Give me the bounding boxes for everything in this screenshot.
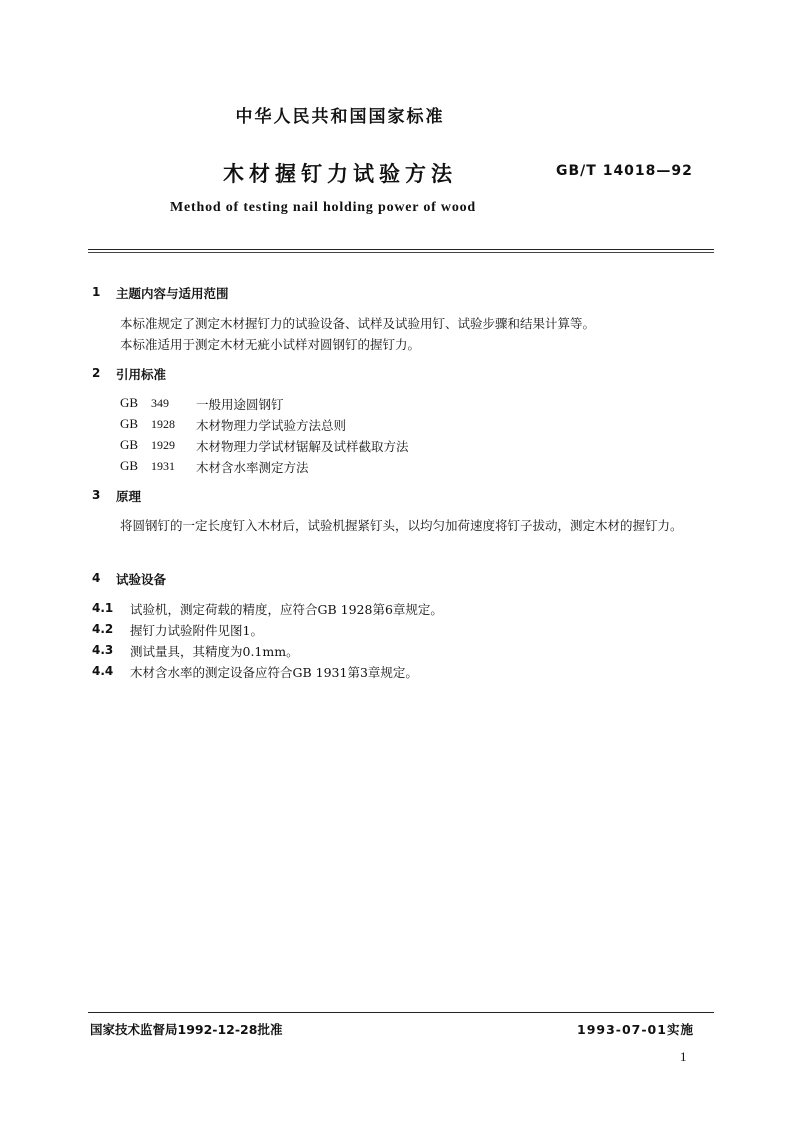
- section-1-heading: 主题内容与适用范围: [116, 286, 229, 301]
- reference-1-number: 349: [151, 396, 169, 410]
- section-4-heading: 试验设备: [116, 572, 167, 587]
- item-4-1-text: 试验机，测定荷载的精度，应符合GB 1928第6章规定。: [130, 602, 443, 617]
- section-1-paragraph-1: 本标准规定了测定木材握钉力的试验设备、试样及试验用钉、试验步骤和结果计算等。: [120, 316, 596, 331]
- item-4-2-number: 4.2: [92, 622, 114, 636]
- reference-1-code: GB: [120, 395, 139, 410]
- reference-2-title: 木材物理力学试验方法总则: [196, 418, 347, 433]
- page-number: 1: [680, 1049, 687, 1064]
- issuing-organization: 中华人民共和国国家标准: [235, 107, 445, 127]
- section-3-number: 3: [92, 488, 101, 502]
- section-2-heading: 引用标准: [116, 367, 167, 382]
- reference-2-code: GB: [120, 416, 139, 431]
- item-4-2-text: 握钉力试验附件见图1。: [130, 623, 263, 638]
- standard-code: GB/T 14018—92: [556, 163, 693, 179]
- section-1-paragraph-2: 本标准适用于测定木材无疵小试样对圆钢钉的握钉力。: [120, 337, 421, 352]
- document-title: 木材握钉力试验方法: [223, 162, 457, 186]
- reference-4-number: 1931: [151, 459, 175, 473]
- section-3-heading: 原理: [116, 489, 142, 504]
- item-4-4-number: 4.4: [92, 664, 114, 678]
- reference-2-number: 1928: [151, 417, 175, 431]
- reference-3-title: 木材物理力学试材锯解及试样截取方法: [196, 439, 409, 454]
- section-2-number: 2: [92, 366, 101, 380]
- header-divider: [88, 249, 714, 250]
- approval-date: 国家技术监督局1992-12-28批准: [90, 1022, 283, 1037]
- reference-4-title: 木材含水率测定方法: [196, 460, 309, 475]
- item-4-1-number: 4.1: [92, 601, 114, 615]
- reference-1-title: 一般用途圆钢钉: [196, 397, 284, 412]
- reference-3-code: GB: [120, 437, 139, 452]
- header-divider-secondary: [88, 252, 714, 253]
- section-1-number: 1: [92, 285, 101, 299]
- effective-date: 1993-07-01实施: [577, 1022, 694, 1037]
- reference-4-code: GB: [120, 458, 139, 473]
- section-4-number: 4: [92, 571, 101, 585]
- item-4-3-number: 4.3: [92, 643, 114, 657]
- item-4-3-text: 测试量具，其精度为0.1mm。: [130, 644, 299, 659]
- footer-divider: [88, 1012, 714, 1013]
- section-3-paragraph: 将圆钢钉的一定长度钉入木材后，试验机握紧钉头，以均匀加荷速度将钉子拔动，测定木材的握钉力。: [120, 518, 683, 533]
- reference-3-number: 1929: [151, 438, 175, 452]
- english-title: Method of testing nail holding power of wood: [170, 200, 477, 215]
- item-4-4-text: 木材含水率的测定设备应符合GB 1931第3章规定。: [130, 665, 418, 680]
